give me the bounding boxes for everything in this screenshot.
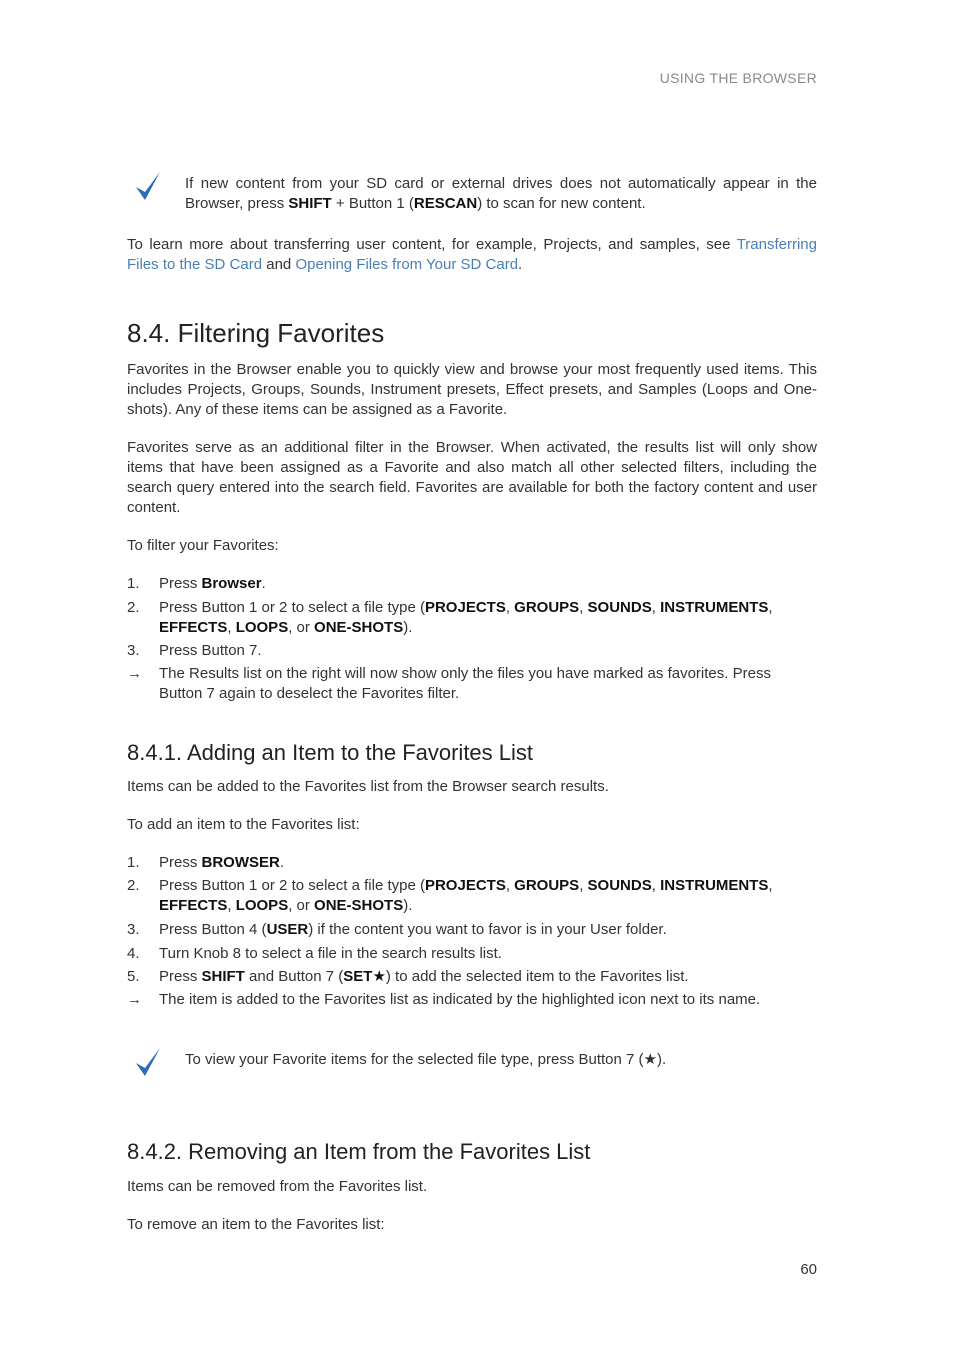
- list-item: 5. Press SHIFT and Button 7 (SET★) to add the selected item to the Favorites list.: [127, 968, 689, 985]
- section-title-8-4: 8.4. Filtering Favorites: [127, 318, 385, 348]
- link-transferring-files[interactable]: Transferring Files to the SD Card: [127, 236, 817, 273]
- result-item: → The item is added to the Favorites list as indicated by the highlighted icon next to its name.: [127, 991, 761, 1008]
- list-item: 1. Press Browser.: [127, 575, 266, 592]
- page-number: 60: [800, 1261, 817, 1278]
- list-item: 2. Press Button 1 or 2 to select a file type (PROJECTS, GROUPS, SOUNDS, INSTRUMENTS, EFFECTS, LOOPS, or ONE-SHOTS).: [127, 599, 773, 636]
- checkmark-icon: [134, 1046, 162, 1080]
- paragraph: Items can be removed from the Favorites list.: [127, 1178, 428, 1195]
- paragraph: Items can be added to the Favorites list from the Browser search results.: [127, 778, 609, 795]
- section-title-8-4-1: 8.4.1. Adding an Item to the Favorites List: [127, 740, 534, 765]
- tip-text: To view your Favorite items for the selected file type, press Button 7 (★).: [185, 1051, 667, 1068]
- tip-text: If new content from your SD card or external drives does not automatically appear in the Browser, press SHIFT + Button 1 (RESCAN) to scan for new content.: [185, 175, 817, 212]
- list-item: 1. Press BROWSER.: [127, 854, 285, 871]
- paragraph: To add an item to the Favorites list:: [127, 816, 360, 833]
- paragraph: Favorites serve as an additional filter in the Browser. When activated, the results list will only show items that have been assigned as a Favorite and also match all other selected filters, including the search query entered into the search field. Favorites are available for both the factory content and user content.: [127, 439, 817, 516]
- section-title-8-4-2: 8.4.2. Removing an Item from the Favorites List: [127, 1139, 591, 1164]
- list-item: 3. Press Button 7.: [127, 642, 262, 659]
- result-item: → The Results list on the right will now show only the files you have marked as favorites. Press Button 7 again to deselect the Favorites filter.: [127, 665, 771, 702]
- paragraph: To filter your Favorites:: [127, 537, 279, 554]
- checkmark-icon: [134, 170, 162, 204]
- paragraph: Favorites in the Browser enable you to quickly view and browse your most frequently used items. This includes Projects, Groups, Sounds, Instrument presets, Effect presets, and Samples (Loops and One-shots). Any of these items can be assigned as a Favorite.: [127, 361, 817, 418]
- list-item: 3. Press Button 4 (USER) if the content you want to favor is in your User folder.: [127, 921, 667, 938]
- list-item: 4. Turn Knob 8 to select a file in the search results list.: [127, 945, 502, 962]
- learn-more-paragraph: To learn more about transferring user content, for example, Projects, and samples, see Transferring Files to the SD Card and Opening Files from Your SD Card.: [127, 236, 817, 273]
- running-header: USING THE BROWSER: [659, 70, 817, 86]
- list-item: 2. Press Button 1 or 2 to select a file type (PROJECTS, GROUPS, SOUNDS, INSTRUMENTS, EFFECTS, LOOPS, or ONE-SHOTS).: [127, 877, 773, 914]
- paragraph: To remove an item to the Favorites list:: [127, 1216, 385, 1233]
- link-opening-files[interactable]: Opening Files from Your SD Card: [295, 256, 519, 273]
